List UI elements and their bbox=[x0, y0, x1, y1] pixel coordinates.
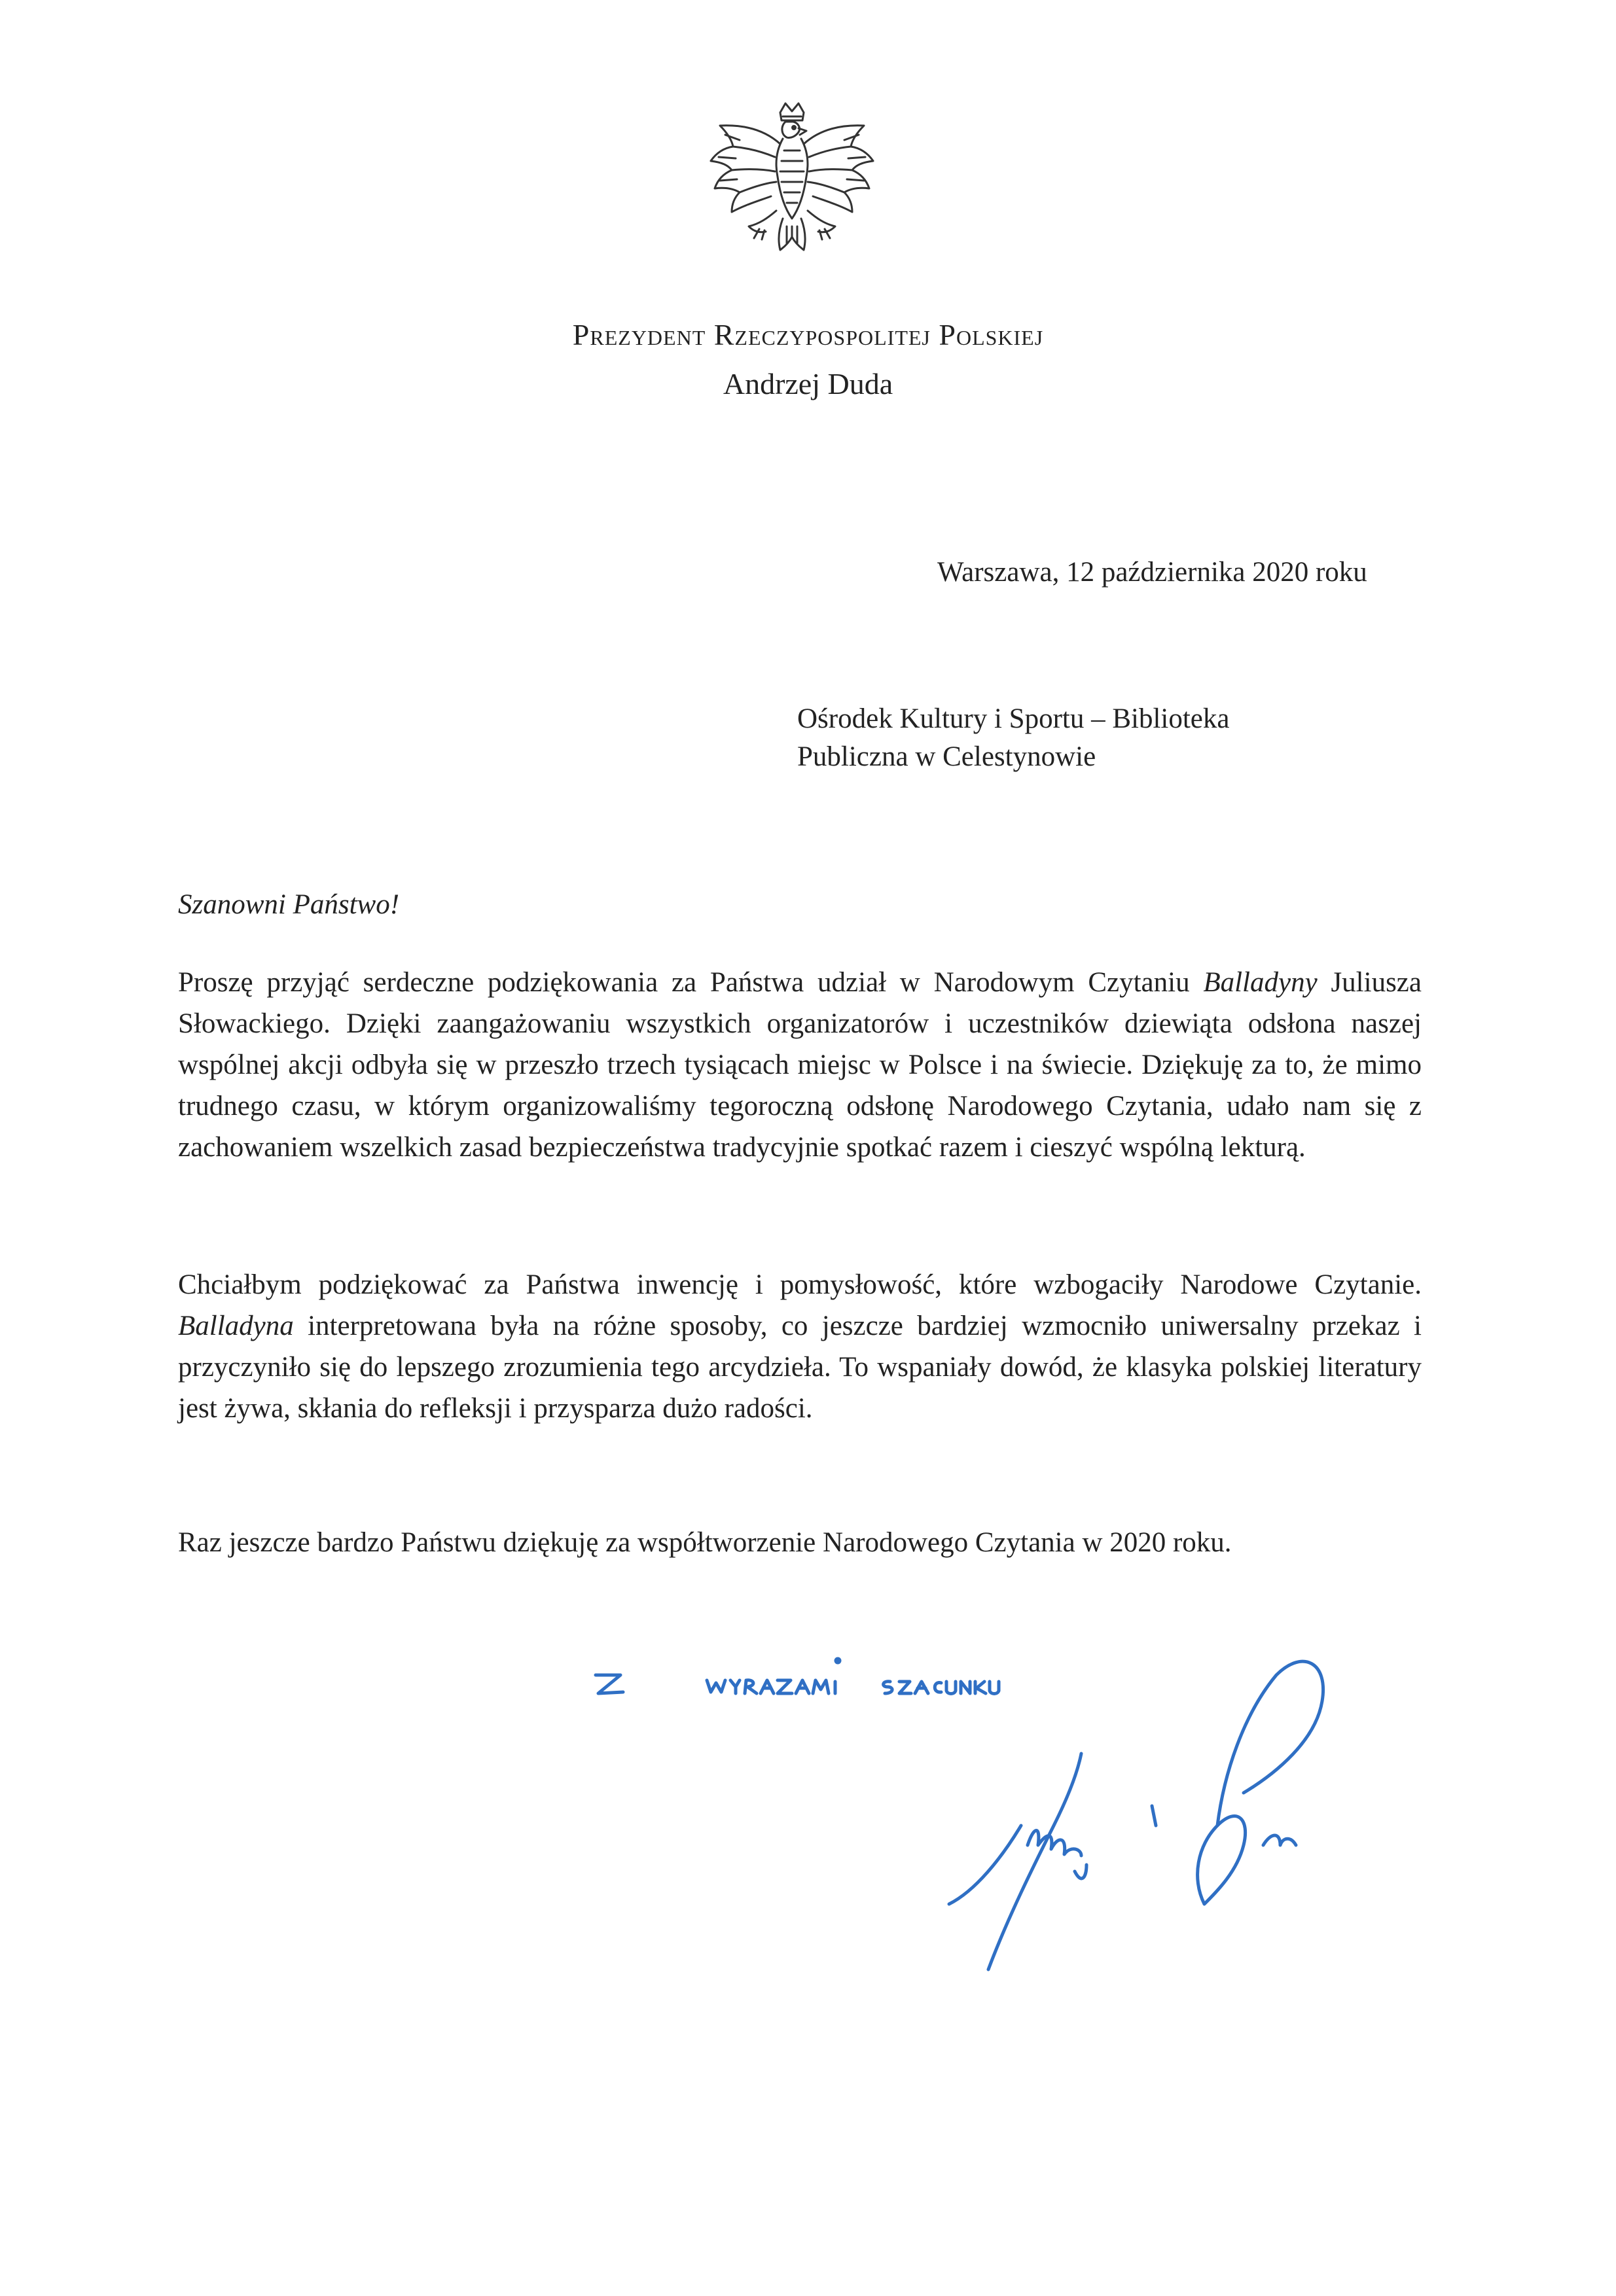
signature-drawing bbox=[910, 1629, 1368, 1996]
paragraph-2-text-b: interpretowana była na różne sposoby, co jeszcze bardziej wzmocniło uniwersalny przekaz i przyczyniło się do lepszego zrozumienia tego arcydzieła. To wspaniały dowód, że klasyka polskiej literatury jest żywa, skłania do refleksji i przysparza dużo radości. bbox=[178, 1311, 1422, 1424]
sender-title: Prezydent Rzeczypospolitej Polskiej bbox=[572, 318, 1044, 351]
polish-eagle-emblem-icon bbox=[694, 98, 890, 281]
paragraph-1-title-italic: Balladyny bbox=[1203, 967, 1318, 998]
sender-name: Andrzej Duda bbox=[723, 367, 893, 400]
salutation: Szanowni Państwo! bbox=[178, 889, 400, 920]
body-paragraph-2 bbox=[178, 1264, 1422, 1429]
recipient-line-2: Publiczna w Celestynowie bbox=[797, 741, 1096, 772]
eagle-svg bbox=[694, 98, 890, 281]
paragraph-2-title-italic: Balladyna bbox=[178, 1311, 294, 1341]
recipient-block bbox=[797, 700, 1229, 776]
paragraph-1-text-b: Juliusza Słowackiego. Dzięki zaangażowaniu wszystkich organizatorów i uczestników dziewiąta odsłona naszej wspólnej akcji odbyła się w przeszło trzech tysiącach miejsc w Polsce i na świecie. Dziękuję za to, że mimo trudnego czasu, w którym organizowaliśmy tegoroczną odsłonę Narodowego Czytania, udało nam się z zachowaniem wszelkich zasad bezpieczeństwa tradycyjnie spotkać razem i cieszyć wspólną lekturą. bbox=[178, 967, 1422, 1163]
body-paragraph-1 bbox=[178, 962, 1422, 1168]
paragraph-1-text-a: Proszę przyjąć serdeczne podziękowania za Państwa udział w Narodowym Czytaniu bbox=[178, 967, 1204, 998]
letter-date: Warszawa, 12 października 2020 roku bbox=[937, 557, 1367, 588]
paragraph-2-text-a: Chciałbym podziękować za Państwa inwencję i pomysłowość, które wzbogaciły Narodowe Czytanie. bbox=[178, 1269, 1422, 1300]
recipient-line-1: Ośrodek Kultury i Sportu – Biblioteka bbox=[797, 703, 1230, 734]
body-paragraph-3: Raz jeszcze bardzo Państwu dziękuję za współtworzenie Narodowego Czytania w 2020 roku. bbox=[178, 1527, 1232, 1558]
handwritten-signature bbox=[910, 1629, 1368, 1996]
